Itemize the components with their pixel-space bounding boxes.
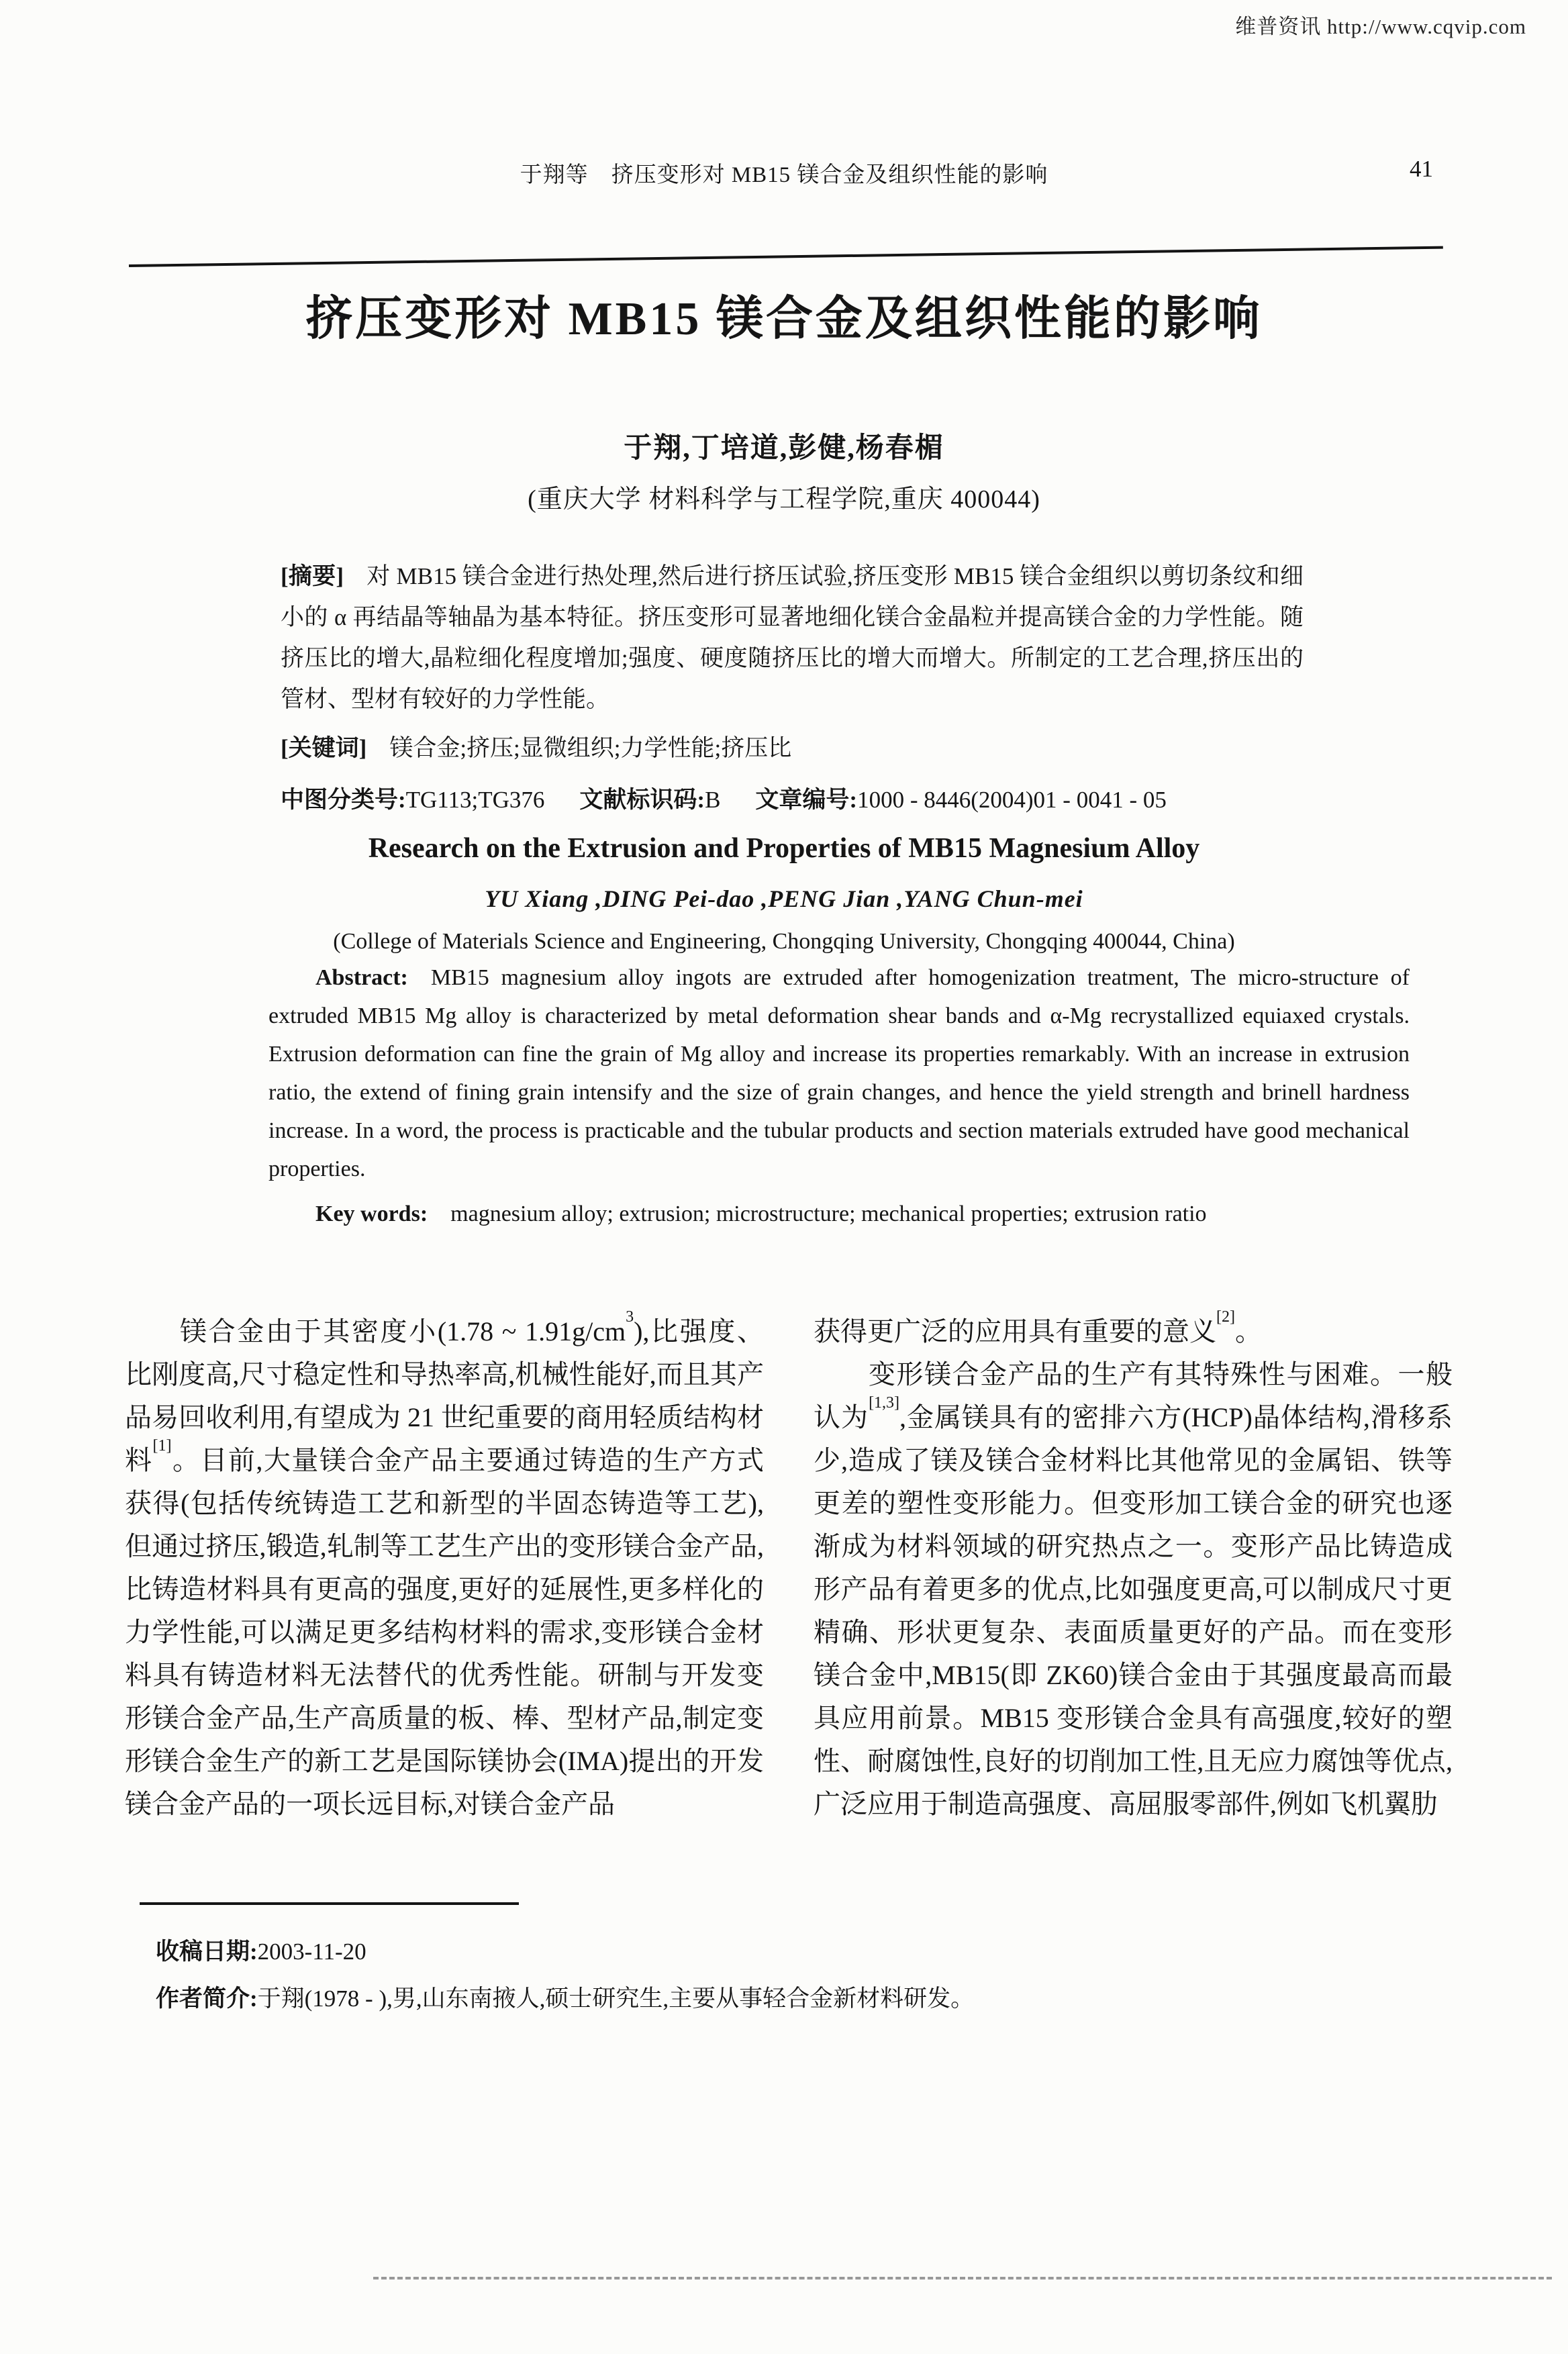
scan-artifact-line (373, 2277, 1552, 2279)
header-rule (129, 246, 1443, 267)
body-right-column (814, 1310, 1453, 1826)
author-bio-text: 于翔(1978 - ),男,山东南掖人,硕士研究生,主要从事轻合金新材料研发。 (257, 1985, 975, 2012)
keywords-en (268, 1195, 1410, 1233)
article-id-label: 文章编号: (755, 787, 858, 813)
running-title: 于翔等 挤压变形对 MB15 镁合金及组织性能的影响 (520, 163, 1048, 187)
article-id-value: 1000 - 8446(2004)01 - 0041 - 05 (857, 787, 1167, 813)
keywords-cn-text: 镁合金;挤压;显微组织;力学性能;挤压比 (389, 735, 792, 761)
footnote-rule (140, 1902, 519, 1905)
abstract-en (268, 959, 1410, 1188)
abstract-cn-text: 对 MB15 镁合金进行热处理,然后进行挤压试验,挤压变形 MB15 镁合金组织以剪切条纹和细小的 α 再结晶等轴晶为基本特征。挤压变形可显著地细化镁合金晶粒并提高镁合金的力学性能。随挤压比的增大,晶粒细化程度增加;强度、硬度随挤压比的增大而增大。所制定的工艺合理,挤压出的管材、型材有较好的力学性能。 (281, 563, 1304, 712)
affiliation-cn: (重庆大学 材料科学与工程学院,重庆 400044) (528, 485, 1040, 513)
keywords-en-text: magnesium alloy; extrusion; microstructure; mechanical properties; extrusion ratio (450, 1201, 1207, 1226)
article-title-cn: 挤压变形对 MB15 镁合金及组织性能的影响 (305, 293, 1263, 345)
abstract-cn (281, 556, 1304, 720)
clc-value: TG113;TG376 (405, 787, 545, 813)
watermark: 维普资讯 http://www.cqvip.com (1235, 15, 1526, 38)
abstract-en-block (268, 959, 1410, 1233)
article-title-en: Research on the Extrusion and Properties of MB15 Magnesium Alloy (368, 833, 1200, 864)
abstract-cn-block (281, 556, 1304, 820)
received-date-line (156, 1933, 366, 1967)
keywords-cn-label: [关键词] (281, 735, 367, 761)
author-bio-line (156, 1980, 974, 2014)
body-paragraph-right-2: 变形镁合金产品的生产有其特殊性与困难。一般认为[1,3],金属镁具有的密排六方(HCP)晶体结构,滑移系少,造成了镁及镁合金材料比其他常见的金属铝、铁等更差的塑性变形能力。但变形加工镁合金的研究也逐渐成为材料领域的研究热点之一。变形产品比铸造成形产品有着更多的优点,比如强度更高,可以制成尺寸更精确、形状更复杂、表面质量更好的产品。而在变形镁合金中,MB15(即 ZK60)镁合金由于其强度最高而最具应用前景。MB15 变形镁合金具有高强度,较好的塑性、耐腐蚀性,良好的切削加工性,且无应力腐蚀等优点,广泛应用于制造高强度、高屈服零部件,例如飞机翼肋 (814, 1359, 1453, 1819)
clc-label: 中图分类号: (281, 787, 406, 813)
received-date-value: 2003-11-20 (257, 1939, 366, 1965)
keywords-en-label: Key words: (315, 1201, 428, 1226)
body-left-column (125, 1310, 764, 1826)
affiliation-en: (College of Materials Science and Engineering, Chongqing University, Chongqing 400044, China) (333, 929, 1235, 954)
abstract-en-label: Abstract: (315, 965, 408, 990)
authors-en: YU Xiang ,DING Pei-dao ,PENG Jian ,YANG Chun-mei (485, 885, 1083, 912)
page-number: 41 (1410, 156, 1433, 182)
running-header (0, 157, 1568, 189)
doc-code-value: B (705, 787, 721, 813)
authors-cn: 于翔,丁培道,彭健,杨春楣 (624, 433, 944, 464)
body-paragraph-left: 镁合金由于其密度小(1.78 ~ $1.91g/cm^3$),比强度、比刚度高,尺寸稳定性和导热率高,机械性能好,而且其产品易回收利用,有望成为 21 世纪重要的商用轻质结构材料[1]。目前,大量镁合金产品主要通过铸造的生产方式获得(包括传统铸造工艺和新型的半固态铸造等工艺),但通过挤压,锻造,轧制等工艺生产出的变形镁合金产品,比铸造材料具有更高的强度,更好的延展性,更多样化的力学性能,可以满足更多结构材料的需求,变形镁合金材料具有铸造材料无法替代的优秀性能。研制与开发变形镁合金产品,生产高质量的板、棒、型材产品,制定变形镁合金生产的新工艺是国际镁协会(IMA)提出的开发镁合金产品的一项长远目标,对镁合金产品 (125, 1308, 765, 1819)
abstract-cn-label: [摘要] (281, 563, 344, 589)
received-date-label: 收稿日期: (156, 1939, 258, 1965)
meta-line (281, 779, 1304, 820)
author-bio-label: 作者简介: (156, 1985, 258, 2012)
abstract-en-text: MB15 magnesium alloy ingots are extruded after homogenization treatment, The micro-structure of extruded MB15 Mg alloy is characterized by metal deformation shear bands and α-Mg recrystallized equiaxed crystals. Extrusion deformation can fine the grain of Mg alloy and increase its properties remarkably. With an increase in extrusion ratio, the extend of fining grain intensify and the size of grain changes, and hence the yield strength and brinell hardness increase. In a word, the process is practicable and the tubular products and section materials extruded have good mechanical properties. (268, 965, 1410, 1181)
keywords-cn (281, 728, 1304, 769)
doc-code-label: 文献标识码: (579, 787, 705, 813)
body-paragraph-right-1: 获得更广泛的应用具有重要的意义[2]。 (814, 1308, 1262, 1346)
